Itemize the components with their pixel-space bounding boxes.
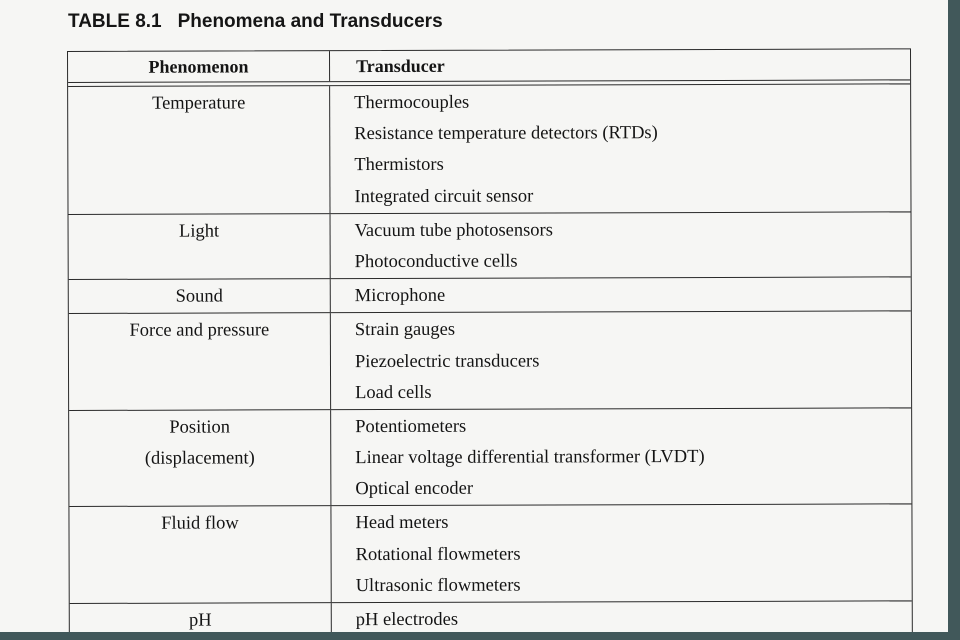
transducer-item: Thermistors bbox=[354, 155, 444, 176]
phenomenon-cell bbox=[69, 313, 331, 409]
phenomena-transducers-table bbox=[67, 48, 913, 632]
phenomenon-label: Force and pressure bbox=[129, 320, 270, 342]
transducer-item: Head meters bbox=[355, 513, 449, 534]
transducer-cell bbox=[331, 505, 911, 602]
phenomenon-label: Sound bbox=[175, 286, 223, 307]
phenomenon-label: (displacement) bbox=[144, 448, 255, 469]
transducer-item: Microphone bbox=[354, 285, 446, 307]
transducer-item: Strain gauges bbox=[354, 320, 456, 341]
transducer-cell bbox=[331, 212, 911, 278]
transducer-item: Resistance temperature detectors (RTDs) bbox=[354, 123, 658, 145]
phenomenon-cell bbox=[69, 410, 331, 506]
phenomenon-cell bbox=[70, 603, 332, 632]
table-body bbox=[68, 84, 912, 632]
table-caption bbox=[68, 11, 443, 33]
transducer-item: Optical encoder bbox=[355, 478, 474, 500]
transducer-item: Photoconductive cells bbox=[354, 251, 518, 273]
transducer-item: Rotational flowmeters bbox=[355, 544, 521, 565]
phenomenon-label: Light bbox=[178, 221, 220, 242]
transducer-item: Linear voltage differential transformer (LVDT) bbox=[355, 447, 705, 469]
table-row-group bbox=[69, 212, 911, 280]
header-phenomenon: Phenomenon bbox=[68, 51, 330, 82]
transducer-item: Piezoelectric transducers bbox=[354, 351, 540, 372]
phenomenon-label: Fluid flow bbox=[161, 513, 239, 535]
transducer-cell bbox=[331, 408, 911, 505]
transducer-cell bbox=[331, 312, 911, 409]
header-transducer: Transducer bbox=[356, 55, 445, 77]
table-row-group bbox=[69, 408, 911, 507]
phenomenon-label: pH bbox=[188, 610, 212, 631]
transducer-cell bbox=[330, 84, 910, 213]
transducer-cell bbox=[331, 277, 911, 312]
phenomenon-label: Temperature bbox=[152, 93, 246, 114]
phenomenon-cell bbox=[69, 279, 331, 313]
transducer-item: Potentiometers bbox=[355, 416, 467, 437]
phenomenon-label: Position bbox=[169, 417, 231, 438]
phenomenon-cell bbox=[69, 214, 331, 279]
phenomenon-cell bbox=[69, 507, 331, 603]
transducer-item: Load cells bbox=[355, 382, 432, 403]
table-row-group bbox=[70, 601, 912, 632]
table-row-group bbox=[69, 505, 911, 604]
table-title: Phenomena and Transducers bbox=[177, 11, 443, 32]
transducer-item: Vacuum tube photosensors bbox=[354, 220, 553, 241]
table-row-group bbox=[68, 84, 910, 214]
transducer-item: Integrated circuit sensor bbox=[354, 186, 534, 207]
transducer-item: Thermocouples bbox=[354, 92, 470, 114]
table-row-group bbox=[69, 312, 911, 411]
transducer-cell bbox=[332, 601, 912, 632]
transducer-item: pH electrodes bbox=[355, 609, 459, 631]
table-row-group bbox=[69, 277, 911, 314]
table-number: TABLE 8.1 bbox=[68, 11, 162, 32]
transducer-item: Ultrasonic flowmeters bbox=[355, 575, 521, 596]
phenomenon-cell bbox=[68, 86, 330, 214]
table-header-row bbox=[68, 49, 910, 83]
